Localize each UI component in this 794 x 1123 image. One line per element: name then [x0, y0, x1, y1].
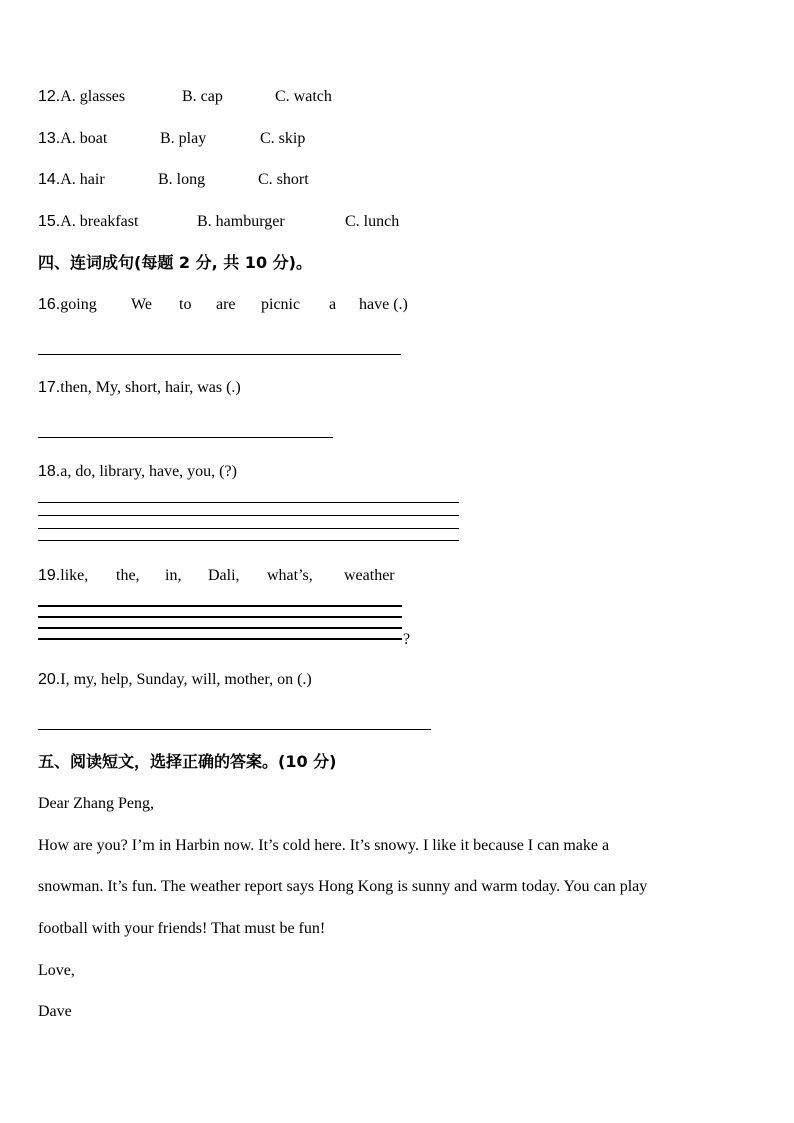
question-19: [38, 566, 88, 586]
option-a: A. hair: [60, 171, 105, 188]
word: to: [179, 296, 192, 313]
answer-line[interactable]: [38, 528, 459, 529]
word: Dali,: [208, 567, 240, 584]
question-18: [38, 462, 237, 482]
option-b: B. long: [158, 171, 206, 188]
question-text: then, My, short, hair, was (.): [60, 379, 241, 396]
question-number: 13.: [38, 130, 61, 147]
letter-body-line: How are you? I’m in Harbin now. It’s cold here. It’s snowy. I like it because I can make a: [38, 837, 610, 854]
question-number: 12.: [38, 88, 61, 105]
question-number: 15.: [38, 213, 61, 230]
option-b: B. hamburger: [197, 213, 285, 230]
word: have (.): [359, 296, 408, 313]
letter-body-line: snowman. It’s fun. The weather report says Hong Kong is sunny and warm today. You can play: [38, 878, 648, 895]
word: picnic: [261, 296, 301, 313]
letter-closing: Love,: [38, 962, 75, 979]
answer-line[interactable]: [38, 638, 402, 640]
answer-line[interactable]: [38, 437, 333, 438]
answer-line[interactable]: [38, 502, 459, 503]
question-16: [38, 295, 97, 315]
option-a: A. boat: [60, 130, 108, 147]
word: weather: [344, 567, 395, 584]
answer-line[interactable]: [38, 354, 401, 355]
option-c: C. lunch: [345, 213, 400, 230]
question-number: 17.: [38, 379, 61, 396]
answer-line[interactable]: [38, 616, 402, 618]
word: what’s,: [267, 567, 313, 584]
word: a: [329, 296, 337, 313]
answer-line[interactable]: [38, 540, 459, 541]
question-number: 20.: [38, 671, 61, 688]
word: going: [60, 296, 97, 313]
letter-body-line: football with your friends! That must be fun!: [38, 920, 326, 937]
question-14: [38, 170, 105, 190]
question-number: 18.: [38, 463, 61, 480]
question-text: I, my, help, Sunday, will, mother, on (.): [60, 671, 312, 688]
word: are: [216, 296, 236, 313]
option-a: A. breakfast: [60, 213, 139, 230]
option-c: C. watch: [275, 88, 332, 105]
option-b: B. cap: [182, 88, 223, 105]
word: like,: [60, 567, 89, 584]
question-mark: ?: [403, 631, 411, 648]
answer-line[interactable]: [38, 515, 459, 516]
question-17: [38, 378, 241, 398]
option-a: A. glasses: [60, 88, 126, 105]
letter-signature: Dave: [38, 1003, 72, 1020]
question-number: 14.: [38, 171, 61, 188]
question-15: [38, 212, 138, 232]
letter-greeting: Dear Zhang Peng,: [38, 795, 154, 812]
option-c: C. short: [258, 171, 309, 188]
section-5-heading: 五、阅读短文，选择正确的答案。(10 分): [38, 752, 337, 771]
answer-line[interactable]: [38, 627, 402, 629]
answer-line[interactable]: [38, 605, 402, 607]
word: the,: [116, 567, 140, 584]
answer-line[interactable]: [38, 729, 431, 730]
question-number: 19.: [38, 567, 61, 584]
word: in,: [165, 567, 182, 584]
option-b: B. play: [160, 130, 207, 147]
question-13: [38, 129, 107, 149]
question-number: 16.: [38, 296, 61, 313]
word: We: [131, 296, 152, 313]
question-12: [38, 87, 125, 107]
option-c: C. skip: [260, 130, 306, 147]
question-text: a, do, library, have, you, (?): [60, 463, 237, 480]
section-4-heading: 四、连词成句(每题 2 分, 共 10 分)。: [38, 253, 312, 272]
question-20: [38, 670, 312, 690]
